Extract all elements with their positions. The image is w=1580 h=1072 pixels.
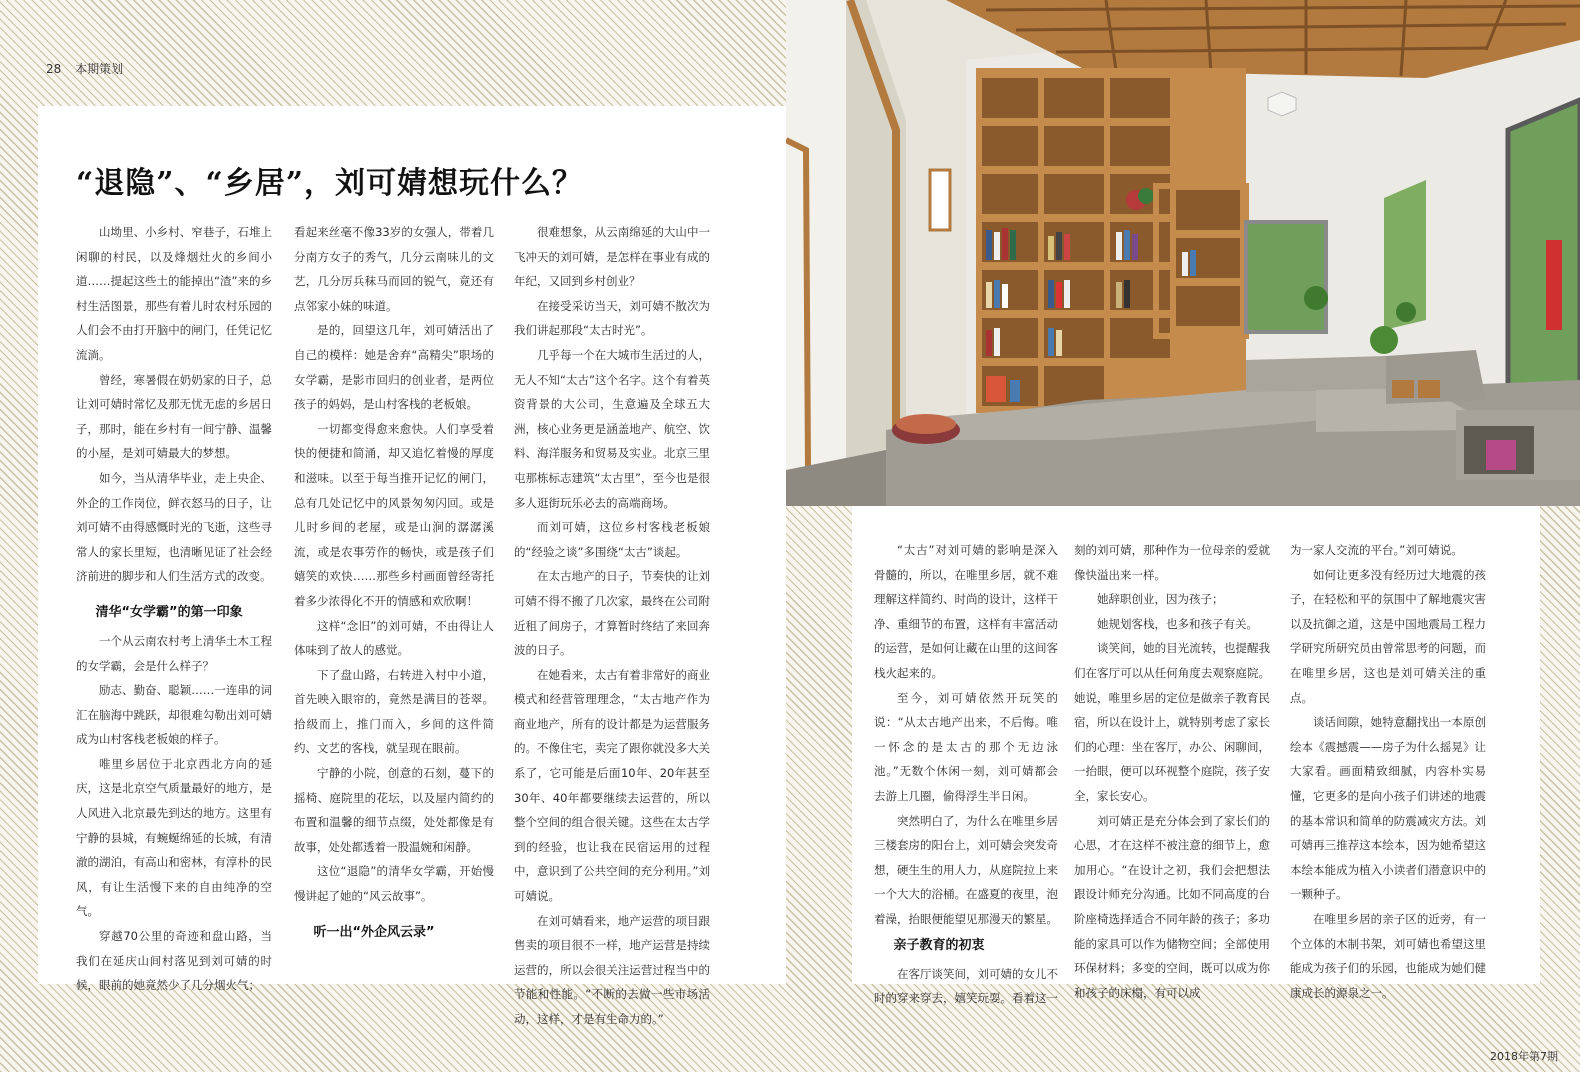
- paragraph: 这位“退隐”的清华女学霸，开始慢慢讲起了她的“风云故事”。: [294, 864, 494, 904]
- paragraph: 她规划客栈，也多和孩子有关。: [1097, 616, 1258, 631]
- section-heading: 听一出“外企风云录”: [313, 924, 435, 940]
- page-number: 28: [46, 62, 62, 76]
- paragraph: 在太古地产的日子，节奏快的让刘可婧不得不搬了几次家，最终在公司附近租了间房子，才算暂时终结了来回奔波的日子。: [514, 569, 710, 658]
- paragraph: 穿越70公里的奇迹和盘山路，当我们在延庆山间村落见到刘可婧的时候，眼前的她竟然少了几分烟火气；: [76, 929, 272, 993]
- paragraph: 而刘可婧，这位乡村客栈老板娘的“经验之谈”多围绕“太古”谈起。: [514, 520, 710, 559]
- paragraph: 突然明白了，为什么在唯里乡居三楼套房的阳台上，刘可婧会突发奇想，硬生生的用人力，从庭院拉上来一个大大的浴桶。在盛夏的夜里，泡着澡，抬眼便能望见那漫天的繁星。: [874, 813, 1058, 926]
- paragraph: 刘可婧正是充分体会到了家长们的心思，才在这样不被注意的细节上，愈加用心。“在设计之初，我们会把想法跟设计师充分沟通。比如不同高度的台阶座椅选择适合不同年龄的孩子；多功能的家具可以作为储物空间；全部使用环保材料；多变的空间，既可以成为你和孩子的床榻，有可以成: [1074, 813, 1270, 1000]
- paragraph: 她辞职创业，因为孩子；: [1097, 592, 1224, 607]
- paragraph: 唯里乡居位于北京西北方向的延庆，这是北京空气质量最好的地方，是人风进入北京最先到达的地方。这里有宁静的县城，有蜿蜒绵延的长城，有清澈的湖泊，有高山和密林，有淳朴的民风，有让生活慢下来的自由纯净的空气。: [76, 756, 272, 919]
- paragraph: 看起来丝毫不像33岁的女强人，带着几分南方女子的秀气，几分云南味儿的文艺，几分厉兵秣马而回的锐气，竟还有点邻家小妹的味道。: [294, 225, 494, 313]
- text-column-6: [1290, 538, 1486, 1005]
- bookshelf-room-illustration: [786, 0, 1580, 506]
- paragraph: 很难想象，从云南绵延的大山中一飞冲天的刘可婧，是怎样在事业有成的年纪，又回到乡村创业？: [514, 225, 710, 289]
- text-column-3: [514, 220, 710, 1032]
- text-column-2: [294, 220, 494, 949]
- article-title: “退隐”、“乡居”，刘可婧想玩什么？: [76, 166, 584, 201]
- paragraph: 一个从云南农村考上清华土木工程的女学霸，会是什么样子？: [76, 633, 272, 673]
- paragraph: 谈话间隙，她特意翻找出一本原创绘本《震撼震——房子为什么摇晃》让大家看。画面精致细腻，内容朴实易懂，它更多的是向小孩子们讲述的地震的基本常识和简单的防震减灾方法。刘可婧再三推荐这本绘本，因为她希望这本绘本能成为植入小读者们潜意识中的一颗种子。: [1290, 715, 1486, 902]
- paragraph: 励志、勤奋、聪颖……一连串的词汇在脑海中跳跃，却很难勾勒出刘可婧成为山村客栈老板娘的样子。: [76, 683, 272, 747]
- paragraph: 在客厅谈笑间，刘可婧的女儿不时的穿来穿去，嬉笑玩耍。看着这一: [874, 966, 1058, 1006]
- paragraph: 如今，当从清华毕业，走上央企、外企的工作岗位，鲜衣怒马的日子，让刘可婧不由得感慨时光的飞逝，这些寻常人的家长里短，也清晰见证了社会经济前进的脚步和人们生活方式的改变。: [76, 470, 272, 584]
- section-name: 本期策划: [75, 62, 124, 76]
- paragraph: 在唯里乡居的亲子区的近旁，有一个立体的木制书架，刘可婧也希望这里能成为孩子们的乐园，也能成为她们健康成长的源泉之一。: [1290, 911, 1486, 1000]
- paragraph: 至今，刘可婧依然开玩笑的说：“从太古地产出来，不后悔。唯一怀念的是太古的那个无边泳池。”无数个休闲一刻，刘可婧都会去游上几圈，偷得浮生半日闲。: [874, 690, 1058, 803]
- text-column-5: [1074, 538, 1270, 1005]
- text-column-4: [874, 538, 1058, 1011]
- paragraph: 宁静的小院，创意的石刻，蔓下的摇椅、庭院里的花坛，以及屋内简约的布置和温馨的细节点缀，处处都像是有故事，处处都透着一股温婉和闲静。: [294, 766, 494, 854]
- page-header: [46, 60, 133, 77]
- paragraph: “太古”对刘可婧的影响是深入骨髓的，所以，在唯里乡居，就不难理解这样简约、时尚的设计，这样干净、重细节的布置，这样有丰富活动的运营，是如何让藏在山里的这间客栈火起来的。: [874, 543, 1058, 680]
- section-heading: 亲子教育的初衷: [893, 937, 985, 953]
- paragraph: 下了盘山路，右转进入村中小道，首先映入眼帘的，竟然是满目的苍翠。拾级而上，推门而入，乡间的这件简约、文艺的客栈，就呈现在眼前。: [294, 667, 494, 756]
- issue-footer: 2018年第7期: [1490, 1050, 1558, 1063]
- paragraph: 曾经，寒暑假在奶奶家的日子，总让刘可婧时常忆及那无忧无虑的乡居日子，那时，能在乡村有一间宁静、温馨的小屋，是刘可婧最大的梦想。: [76, 372, 272, 461]
- paragraph: 谈笑间，她的目光流转，也提醒我们在客厅可以从任何角度去观察庭院。她说，唯里乡居的定位是做亲子教育民宿，所以在设计上，就特别考虑了家长们的心理：坐在客厅，办公、闲聊间，一抬眼，便可以环视整个庭院，孩子安全，家长安心。: [1074, 641, 1270, 803]
- interior-photo: [786, 0, 1580, 506]
- paragraph: 几乎每一个在大城市生活过的人，无人不知“太古”这个名字。这个有着英资背景的大公司，生意遍及全球五大洲，核心业务更是涵盖地产、航空、饮料、海洋服务和贸易及实业。北京三里屯那栋标志建筑“太古里”，至今也是很多人逛街玩乐必去的高端商场。: [514, 347, 710, 510]
- paragraph: 为一家人交流的平台。”刘可婧说。: [1290, 543, 1463, 557]
- paragraph: 山坳里、小乡村、窄巷子，石堆上闲聊的村民，以及烽烟灶火的乡间小道……提起这些土的能掉出“渣”来的乡村生活图景，那些有着儿时农村乐园的人们会不由打开脑中的闸门，任凭记忆流淌。: [76, 225, 272, 362]
- paragraph: 在刘可婧看来，地产运营的项目跟售卖的项目很不一样，地产运营是持续运营的，所以会很关注运营过程当中的节能和性能。“不断的去做一些市场活动，这样，才是有生命力的。”: [514, 913, 710, 1026]
- right-article-panel: [852, 506, 1540, 1006]
- section-heading: 清华“女学霸”的第一印象: [95, 604, 243, 620]
- paragraph: 一切都变得愈来愈快。人们享受着快的便捷和简涌，却又追忆着慢的厚度和滋味。以至于每当推开记忆的闸门，总有几处记忆中的风景匆匆闪回。或是儿时乡间的老屋，或是山涧的潺潺溪流，或是农事劳作的畅快，或是孩子们嬉笑的欢快……那些乡村画面曾经寄托着多少浓得化不开的情感和欢欣啊！: [294, 421, 494, 608]
- left-article-panel: [38, 106, 786, 1026]
- paragraph: 刻的刘可婧，那种作为一位母亲的爱就像快溢出来一样。: [1074, 543, 1270, 582]
- paragraph: 如何让更多没有经历过大地震的孩子，在轻松和平的氛围中了解地震灾害以及抗御之道，这是中国地震局工程力学研究所研究员由曾常思考的问题，而在唯里乡居，这也是刘可婧关注的重点。: [1290, 567, 1486, 705]
- text-column-1: [76, 220, 272, 998]
- paragraph: 在她看来，太古有着非常好的商业模式和经营管理理念，“太古地产作为商业地产，所有的设计都是为运营服务的。不像住宅，卖完了跟你就没多大关系了，它可能是后面10年、20年甚至30年、40年都要继续去运营的，所以整个空间的组合很关键。这些在太古学到的经验，也让我在民宿运用的过程中，意识到了公共空间的充分利用。”刘可婧说。: [514, 667, 710, 904]
- paragraph: 在接受采访当天，刘可婧不散次为我们讲起那段“太古时光”。: [514, 298, 710, 338]
- paragraph: 是的，回望这几年，刘可婧活出了自己的模样：她是舍弃“高精尖”职场的女学霸，是影市回归的创业者，是两位孩子的妈妈，是山村客栈的老板娘。: [294, 323, 494, 412]
- paragraph: 这样“念旧”的刘可婧，不由得让人体味到了故人的感觉。: [294, 618, 494, 658]
